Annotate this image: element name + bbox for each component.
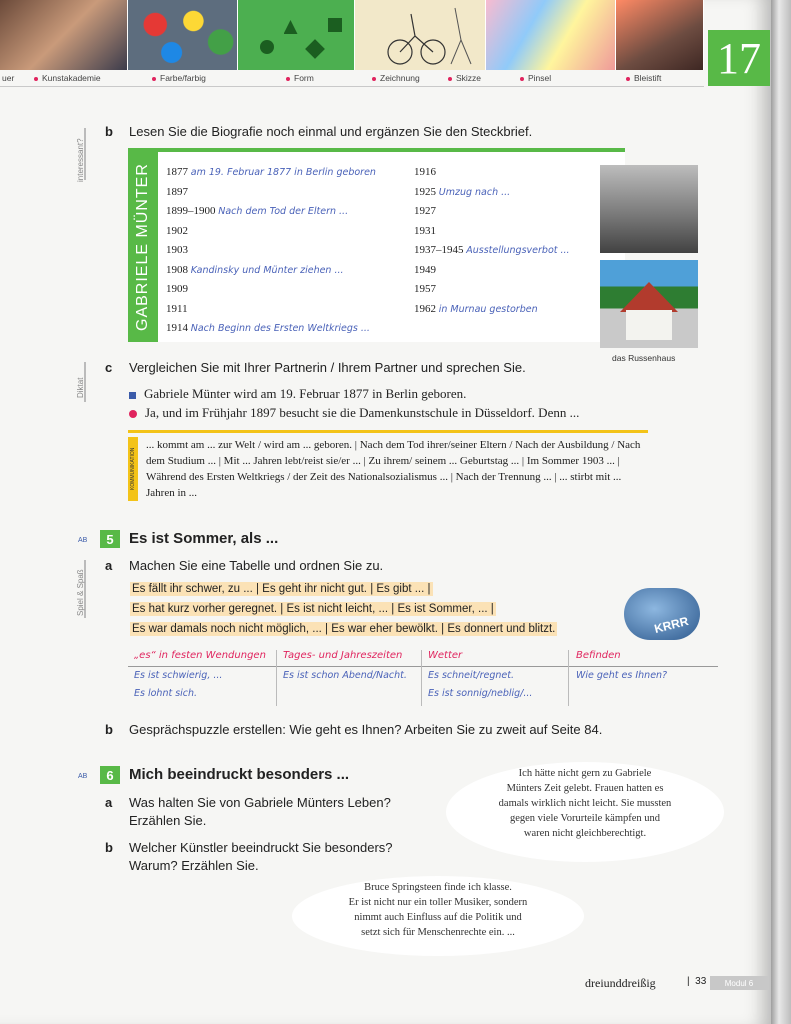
communication-label: KOMMUNIKATION: [128, 437, 138, 501]
bullet-icon: [626, 77, 630, 81]
dialog-line: Gabriele Münter wird am 19. Februar 1877 in Berlin geboren.: [129, 386, 466, 402]
table-cell: Es ist schwierig, ...: [134, 670, 223, 681]
exercise-letter: c: [105, 360, 113, 375]
side-label-interessant: interessant?: [76, 138, 85, 182]
speech-bubble: Ich hätte nicht gern zu Gabriele Münters Zeit gelebt. Frauen hatten es damals wirklich nicht leicht. Sie mussten gegen viele Vorurteile kämpfen und waren nicht gleichberechtigt.: [446, 762, 724, 862]
topic-bar: [0, 70, 704, 87]
bullet-icon: [448, 77, 452, 81]
portrait-photo: [600, 165, 698, 253]
side-label-diktat: Diktat: [76, 377, 85, 398]
bullet-icon: [152, 77, 156, 81]
exercise-instruction: Gesprächspuzzle erstellen: Wie geht es Ihnen? Arbeiten Sie zu zweit auf Seite 84.: [129, 722, 603, 737]
topic-item: Farbe/farbig: [152, 73, 206, 83]
exercise-instruction: Erzählen Sie.: [129, 813, 207, 828]
square-bullet-icon: [129, 392, 136, 399]
table-column-line: [568, 650, 569, 706]
phrase-line: Es hat kurz vorher geregnet. | Es ist nicht leicht, ... | Es ist Sommer, ... |: [132, 603, 494, 615]
table-cell: Wie geht es Ihnen?: [576, 670, 668, 681]
page-number: | 33: [687, 976, 707, 987]
module-tab: Modul 6: [710, 976, 768, 990]
topic-partial: uer: [2, 73, 15, 83]
dialog-line: Ja, und im Frühjahr 1897 besucht sie die Damenkunstschule in Düsseldorf. Denn ...: [129, 405, 579, 421]
photo-pencils: [616, 0, 704, 70]
bullet-icon: [286, 77, 290, 81]
timeline-left: [166, 166, 376, 342]
table-header: Tages- und Jahreszeiten: [283, 650, 403, 661]
topic-item: Kunstakademie: [34, 73, 101, 83]
section-number: 6: [100, 766, 120, 784]
exercise-instruction: Vergleichen Sie mit Ihrer Partnerin / Ihrem Partner und sprechen Sie.: [129, 360, 526, 375]
speech-bubble: Bruce Springsteen finde ich klasse. Er ist nicht nur ein toller Musiker, sondern nimmt auch Einfluss auf die Politik und setzt sich für Menschenrechte ein. ...: [292, 876, 584, 956]
table-cell: Es lohnt sich.: [134, 688, 198, 699]
photo-drawing-cyclist: [355, 0, 486, 70]
timeline-row: 1903: [166, 244, 188, 256]
photo-strip: [0, 0, 704, 70]
timeline-row: 1909: [166, 283, 188, 295]
section-title: Es ist Sommer, als ...: [129, 530, 279, 547]
page-number-word: dreiunddreißig: [585, 976, 656, 990]
profile-card: [128, 148, 625, 342]
photo-art-academy: [0, 0, 128, 70]
thunder-sound: KRRR: [652, 614, 690, 636]
profile-card-title: GABRIELE MÜNTER: [128, 152, 158, 342]
topic-item: Pinsel: [520, 73, 551, 83]
house-photo: [600, 260, 698, 348]
bullet-icon: [372, 77, 376, 81]
side-label-spiel: Spiel & Spaß: [76, 569, 85, 616]
communication-box: [128, 430, 648, 503]
bullet-icon: [34, 77, 38, 81]
topic-item: Skizze: [448, 73, 481, 83]
timeline-right: [414, 166, 570, 322]
round-bullet-icon: [129, 410, 137, 418]
house-body: [626, 310, 672, 340]
timeline-row: 1927: [414, 205, 436, 217]
table-header: Wetter: [428, 650, 463, 661]
timeline-row: 1897: [166, 185, 188, 198]
photo-shapes: [238, 0, 356, 70]
topic-item: Zeichnung: [372, 73, 420, 83]
timeline-row: 1916: [414, 166, 436, 178]
table-header: Befinden: [576, 650, 621, 661]
photo-caption: das Russenhaus: [612, 353, 676, 363]
timeline-row: 1962 in Murnau gestorben: [414, 302, 538, 315]
house-roof: [620, 282, 678, 312]
topic-item: Form: [286, 73, 314, 83]
exercise-letter: b: [105, 124, 113, 139]
exercise-letter: b: [105, 840, 113, 855]
table-divider: [128, 666, 718, 667]
exercise-instruction: Was halten Sie von Gabriele Münters Leben?: [129, 795, 391, 810]
exercise-letter: a: [105, 795, 113, 810]
exercise-instruction: Lesen Sie die Biografie noch einmal und ergänzen Sie den Steckbrief.: [129, 124, 533, 139]
timeline-row: 1949: [414, 263, 436, 276]
timeline-row: 1911: [166, 302, 188, 315]
timeline-row: 1931: [414, 224, 436, 237]
timeline-row: 1908 Kandinsky und Münter ziehen ...: [166, 263, 344, 276]
exercise-letter: a: [105, 558, 113, 573]
phrase-line: Es war damals noch nicht möglich, ... | Es war eher bewölkt. | Es donnert und blitzt.: [132, 623, 556, 635]
timeline-row: 1957: [414, 283, 436, 295]
book-binding: [771, 0, 791, 1024]
exercise-instruction: Welcher Künstler beeindruckt Sie besonders?: [129, 840, 393, 855]
sorting-table: [128, 650, 718, 708]
photo-brushes: [486, 0, 616, 70]
table-cell: Es ist sonnig/neblig/...: [428, 688, 533, 699]
cyclist-sketch-icon: [355, 0, 485, 70]
phrase-line: Es fällt ihr schwer, zu ... | Es geht ihr nicht gut. | Es gibt ... |: [132, 583, 431, 595]
timeline-row: 1899–1900 Nach dem Tod der Eltern ...: [166, 205, 349, 217]
table-cell: Es ist schon Abend/Nacht.: [283, 670, 407, 681]
table-header: „es“ in festen Wendungen: [134, 650, 266, 661]
section-title: Mich beeindruckt besonders ...: [129, 766, 350, 783]
timeline-row: 1877 am 19. Februar 1877 in Berlin geboren: [166, 166, 376, 178]
timeline-row: 1914 Nach Beginn des Ersten Weltkriegs ...: [166, 322, 370, 334]
timeline-row: 1902: [166, 224, 188, 237]
photo-paint-pots: [128, 0, 238, 70]
exercise-instruction: Warum? Erzählen Sie.: [129, 858, 259, 873]
bullet-icon: [520, 77, 524, 81]
ab-marker: AB: [78, 537, 88, 544]
table-column-line: [276, 650, 277, 706]
table-cell: Es schneit/regnet.: [428, 670, 514, 681]
topic-item: Bleistift: [626, 73, 661, 83]
exercise-instruction: Machen Sie eine Tabelle und ordnen Sie zu.: [129, 558, 384, 573]
exercise-letter: b: [105, 722, 113, 737]
ab-marker: AB: [78, 773, 88, 780]
table-column-line: [421, 650, 422, 706]
unit-number-badge: 17: [708, 30, 770, 86]
timeline-row: 1937–1945 Ausstellungsverbot ...: [414, 244, 570, 256]
section-number: 5: [100, 530, 120, 548]
timeline-row: 1925 Umzug nach ...: [414, 185, 511, 198]
communication-text: ... kommt am ... zur Welt / wird am ... geboren. | Nach dem Tod ihrer/seiner Eltern / Nach der Ausbildung / Nach dem Studium ... | Mit ... Jahren lebt/reist sie/er ... | Zu ihrem/ seinem ... Geburtstag ... | Im Sommer 1903 ... | Während des Ersten Weltkriegs / der Zeit des Nationalsozialismus ... | Nach der Trennung ... | ... stirbt mit ... Jahren in ...: [146, 439, 641, 499]
